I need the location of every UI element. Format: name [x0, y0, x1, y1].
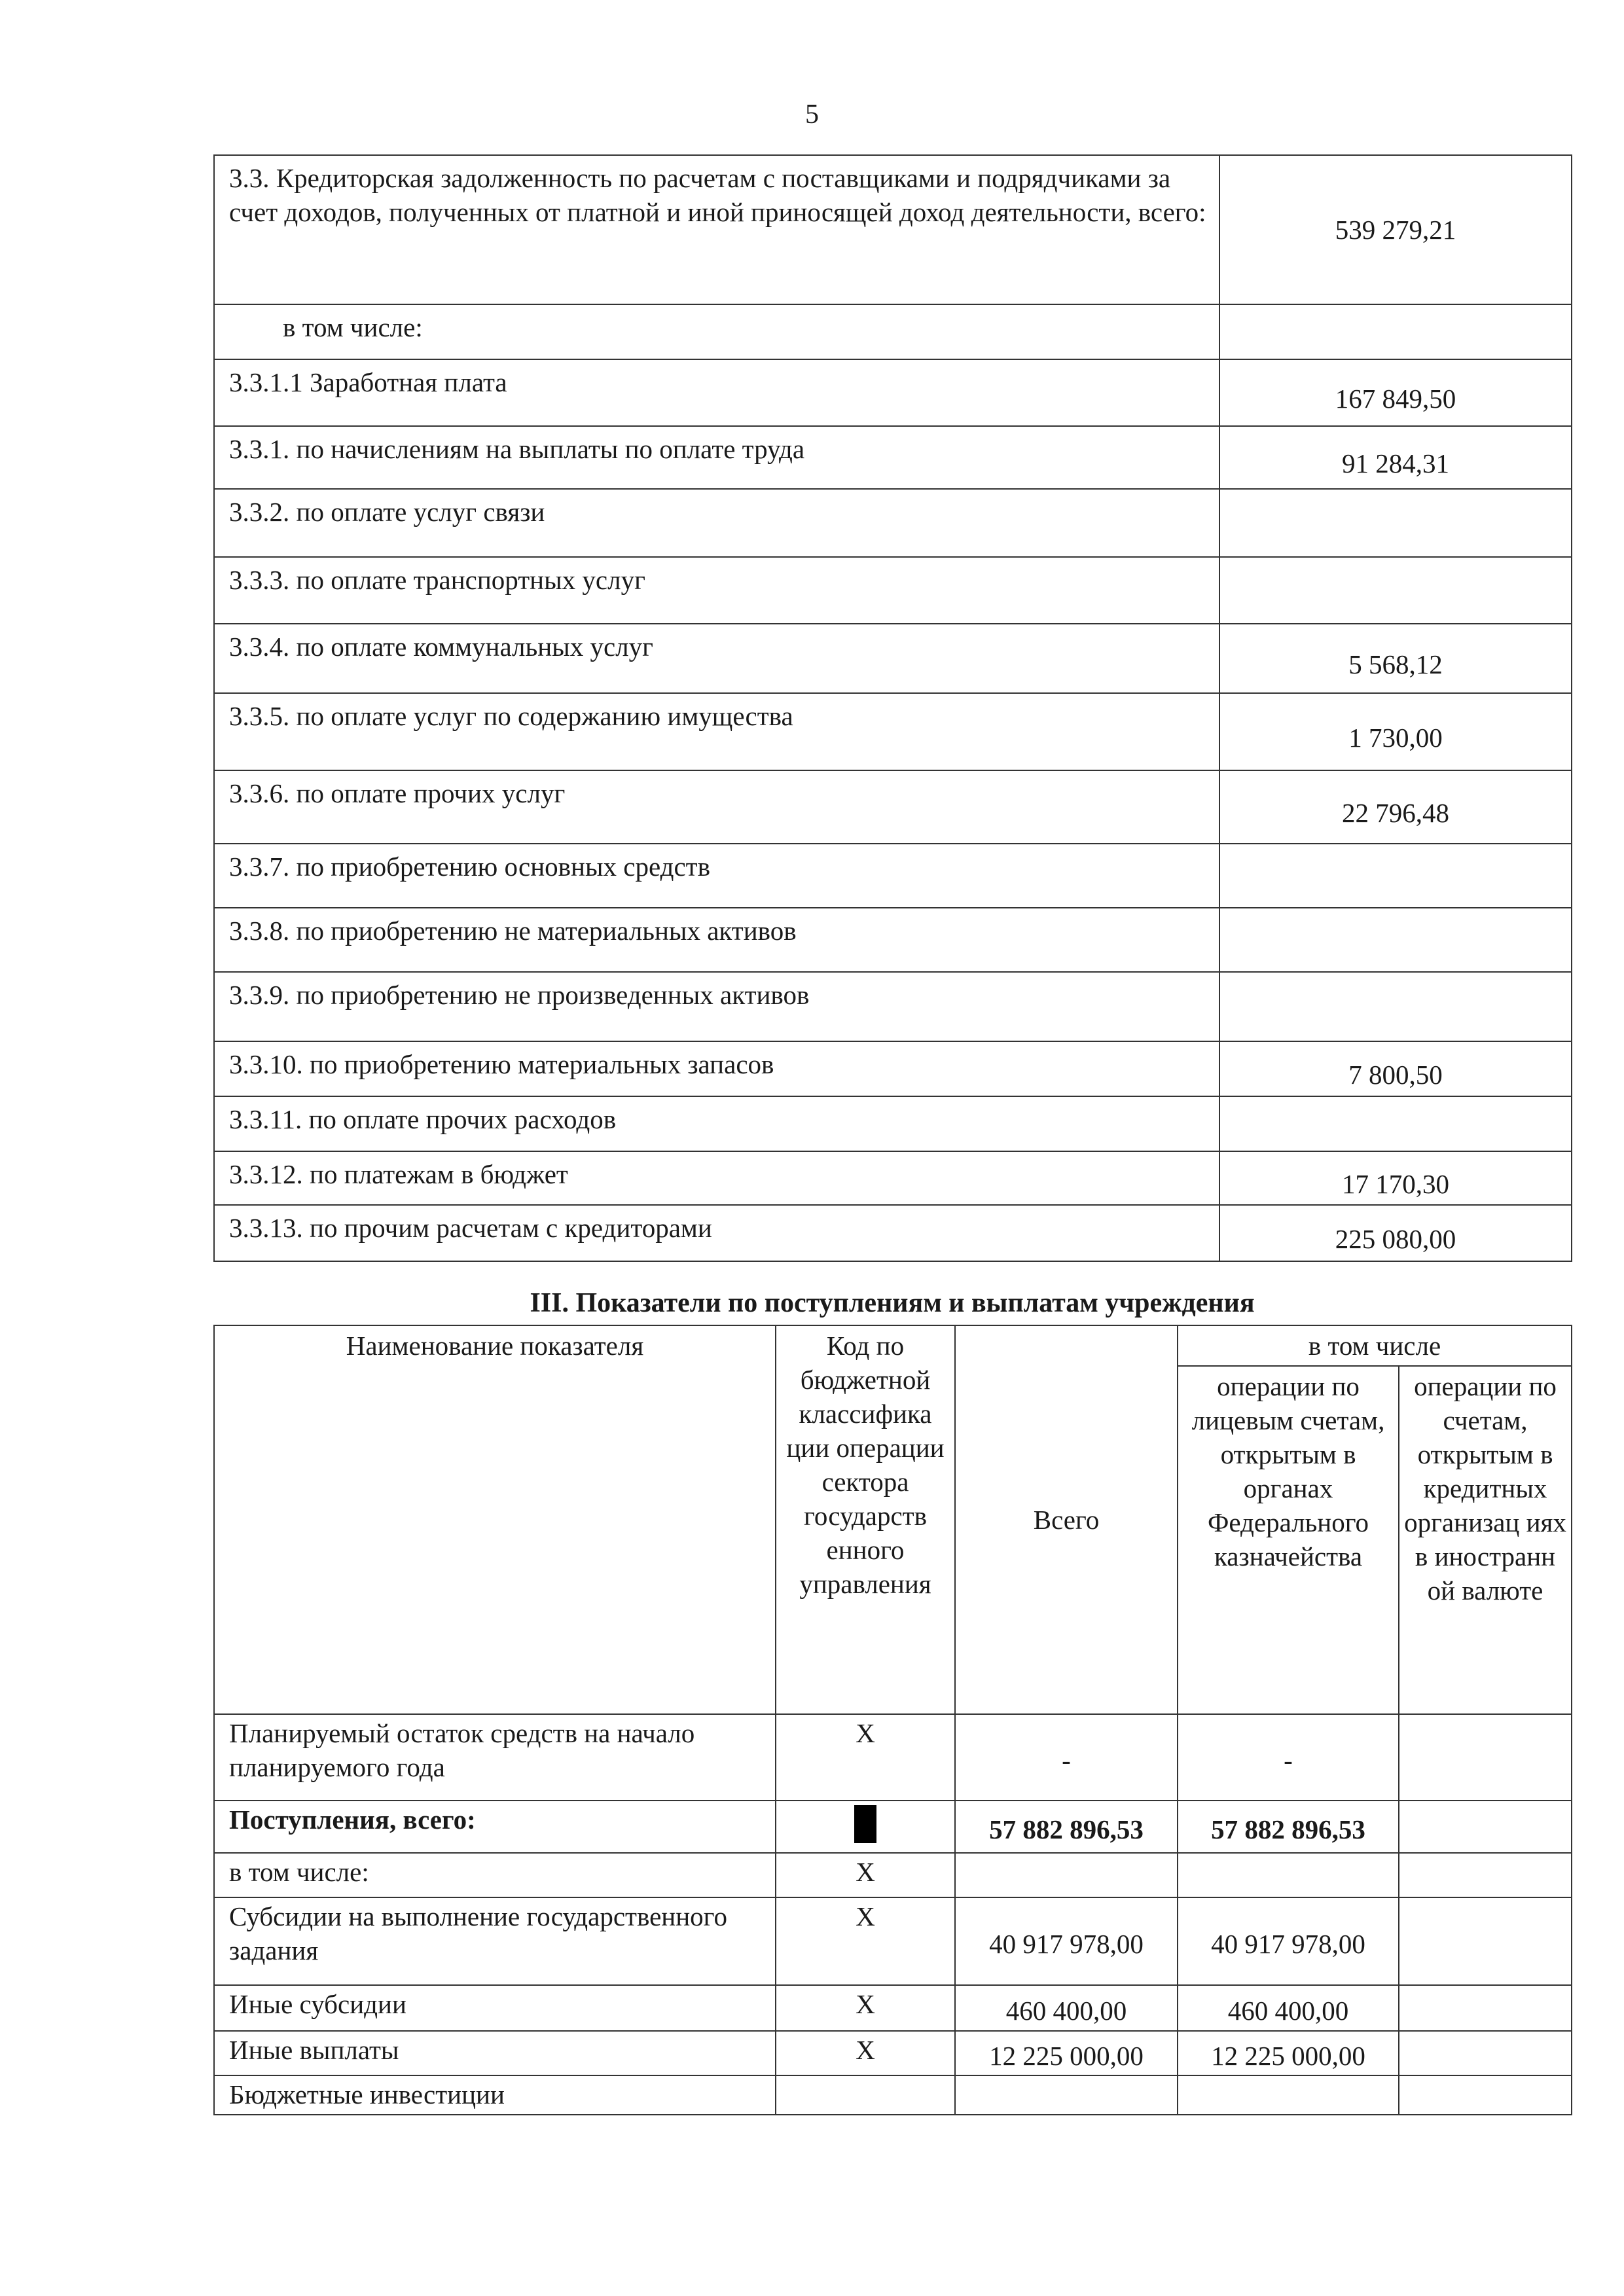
debt-row-label: 3.3.12. по платежам в бюджет — [214, 1151, 1219, 1205]
table-row — [214, 1041, 1572, 1096]
section-title: III. Показатели по поступлениям и выплатам учреждения — [530, 1288, 1255, 1318]
table-row — [214, 1714, 1572, 1801]
debt-row-value — [1219, 972, 1572, 1041]
flow-foreign — [1399, 1714, 1572, 1801]
debt-row-label: 3.3.10. по приобретению материальных запасов — [214, 1041, 1219, 1096]
debt-row-value: 7 800,50 — [1219, 1041, 1572, 1096]
flow-name: Иные выплаты — [214, 2031, 776, 2075]
flow-total: 57 882 896,53 — [955, 1801, 1178, 1853]
flow-treasury — [1178, 2075, 1399, 2115]
table-row — [214, 304, 1572, 359]
flow-name: в том числе: — [214, 1853, 776, 1897]
debt-row-label: 3.3.1.1 Заработная плата — [214, 359, 1219, 426]
flow-foreign — [1399, 1801, 1572, 1853]
flow-code: X — [776, 1714, 955, 1801]
flow-treasury: 40 917 978,00 — [1178, 1897, 1399, 1985]
redaction-mark — [854, 1805, 876, 1843]
flow-code — [776, 1801, 955, 1853]
debt-row-value: 225 080,00 — [1219, 1205, 1572, 1261]
table-row — [214, 1853, 1572, 1897]
flow-name: Субсидии на выполнение государственного задания — [214, 1897, 776, 1985]
debt-row-value: 5 568,12 — [1219, 624, 1572, 693]
debt-row-label: 3.3.9. по приобретению не произведенных активов — [214, 972, 1219, 1041]
flow-foreign — [1399, 1853, 1572, 1897]
flow-total: 12 225 000,00 — [955, 2031, 1178, 2075]
table-row — [214, 1205, 1572, 1261]
flow-name: Иные субсидии — [214, 1985, 776, 2031]
header-name: Наименование показателя — [214, 1325, 776, 1714]
table-row — [214, 1801, 1572, 1853]
flow-code: X — [776, 2031, 955, 2075]
table-row — [214, 426, 1572, 489]
table-row — [214, 1151, 1572, 1205]
table-row — [214, 1985, 1572, 2031]
debt-row-value: 167 849,50 — [1219, 359, 1572, 426]
debt-row-value — [1219, 1096, 1572, 1151]
flow-total: - — [955, 1714, 1178, 1801]
flow-name: Поступления, всего: — [214, 1801, 776, 1853]
flow-foreign — [1399, 1985, 1572, 2031]
debt-row-label: 3.3.13. по прочим расчетам с кредиторами — [214, 1205, 1219, 1261]
flow-code: X — [776, 1985, 955, 2031]
debt-row-value: 17 170,30 — [1219, 1151, 1572, 1205]
debt-row-value: 22 796,48 — [1219, 770, 1572, 844]
table-row — [214, 1897, 1572, 1985]
table-header-row — [214, 1325, 1572, 1366]
header-treasury: операции по лицевым счетам, открытым в органах Федерального казначейства — [1178, 1366, 1399, 1714]
flow-total: 40 917 978,00 — [955, 1897, 1178, 1985]
debt-row-label: 3.3.4. по оплате коммунальных услуг — [214, 624, 1219, 693]
flow-treasury: - — [1178, 1714, 1399, 1801]
flow-treasury: 57 882 896,53 — [1178, 1801, 1399, 1853]
flow-total — [955, 1853, 1178, 1897]
table-row — [214, 2075, 1572, 2115]
receipts-payments-table — [213, 1325, 1572, 2115]
debt-row-value: 1 730,00 — [1219, 693, 1572, 770]
debt-row-value — [1219, 908, 1572, 972]
debt-row-label: 3.3.2. по оплате услуг связи — [214, 489, 1219, 557]
table-row — [214, 1096, 1572, 1151]
debt-row-value — [1219, 489, 1572, 557]
debt-row-value: 539 279,21 — [1219, 155, 1572, 304]
flow-code — [776, 2075, 955, 2115]
debt-row-label: 3.3.1. по начислениям на выплаты по оплате труда — [214, 426, 1219, 489]
flow-total: 460 400,00 — [955, 1985, 1178, 2031]
debt-row-label: 3.3.3. по оплате транспортных услуг — [214, 557, 1219, 624]
header-total: Всего — [955, 1325, 1178, 1714]
flow-treasury: 12 225 000,00 — [1178, 2031, 1399, 2075]
flow-foreign — [1399, 1897, 1572, 1985]
debt-row-label: 3.3.11. по оплате прочих расходов — [214, 1096, 1219, 1151]
debt-row-label: 3.3.7. по приобретению основных средств — [214, 844, 1219, 908]
header-including: в том числе — [1178, 1325, 1572, 1366]
debt-row-label: 3.3.5. по оплате услуг по содержанию имущества — [214, 693, 1219, 770]
table-row — [214, 693, 1572, 770]
debt-row-value — [1219, 557, 1572, 624]
flow-treasury — [1178, 1853, 1399, 1897]
flow-foreign — [1399, 2075, 1572, 2115]
table-row — [214, 2031, 1572, 2075]
table-row — [214, 844, 1572, 908]
flow-name: Бюджетные инвестиции — [214, 2075, 776, 2115]
debt-row-label: 3.3.6. по оплате прочих услуг — [214, 770, 1219, 844]
flow-code: X — [776, 1853, 955, 1897]
flow-foreign — [1399, 2031, 1572, 2075]
debt-row-label: в том числе: — [214, 304, 1219, 359]
table-row — [214, 624, 1572, 693]
page-number: 5 — [805, 99, 819, 130]
table-row — [214, 557, 1572, 624]
debt-row-label: 3.3.8. по приобретению не материальных активов — [214, 908, 1219, 972]
table-row — [214, 908, 1572, 972]
header-foreign: операции по счетам, открытым в кредитных организац иях в иностранн ой валюте — [1399, 1366, 1572, 1714]
flow-total — [955, 2075, 1178, 2115]
creditor-debt-table — [213, 154, 1572, 1262]
debt-row-value — [1219, 844, 1572, 908]
table-row — [214, 489, 1572, 557]
debt-row-value: 91 284,31 — [1219, 426, 1572, 489]
table-row — [214, 972, 1572, 1041]
flow-treasury: 460 400,00 — [1178, 1985, 1399, 2031]
debt-row-label: 3.3. Кредиторская задолженность по расчетам с поставщиками и подрядчиками за счет доходов, полученных от платной и иной приносящей доход деятельности, всего: — [214, 155, 1219, 304]
table-row — [214, 770, 1572, 844]
table-row — [214, 359, 1572, 426]
header-code: Код по бюджетной классифика ции операции сектора государств енного управления — [776, 1325, 955, 1714]
table-row — [214, 155, 1572, 304]
flow-code: X — [776, 1897, 955, 1985]
debt-row-value — [1219, 304, 1572, 359]
flow-name: Планируемый остаток средств на начало планируемого года — [214, 1714, 776, 1801]
